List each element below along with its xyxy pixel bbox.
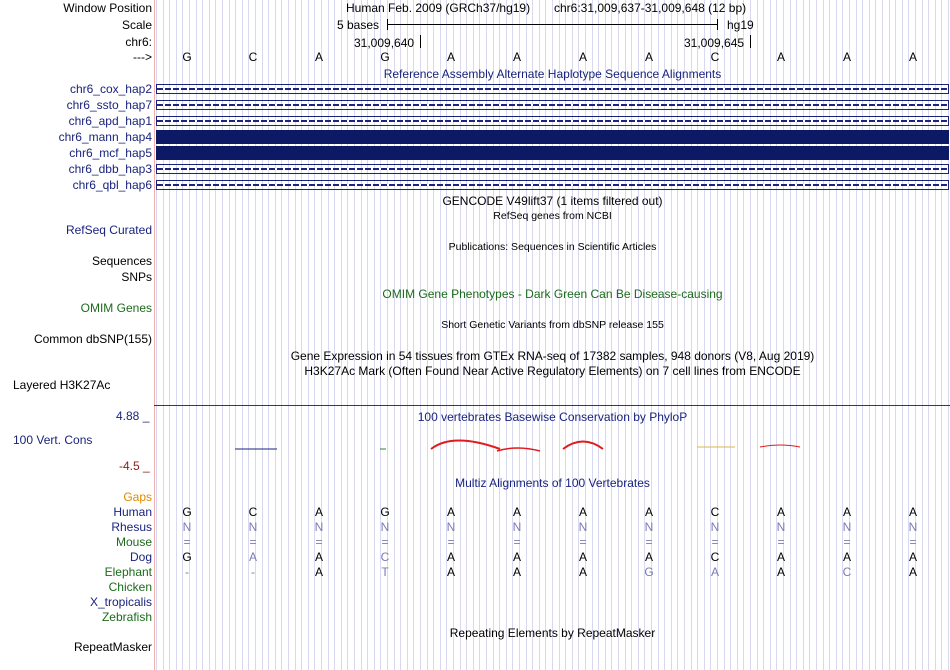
- alignment-base: =: [645, 535, 653, 549]
- alignment-base: A: [314, 565, 323, 579]
- alignment-base: A: [512, 550, 521, 564]
- species-label[interactable]: Dog: [129, 550, 152, 564]
- species-label[interactable]: Mouse: [115, 535, 152, 549]
- refseq-track-title[interactable]: RefSeq genes from NCBI: [493, 210, 612, 222]
- alignment-base: C: [710, 505, 720, 519]
- position-tick-1: [420, 35, 421, 48]
- alignment-base: =: [777, 535, 785, 549]
- alignment-base: A: [446, 550, 455, 564]
- alignment-base: T: [381, 565, 389, 579]
- alignment-base: N: [710, 520, 720, 534]
- cons-peak-2: [563, 442, 603, 450]
- alignment-base: N: [644, 520, 654, 534]
- alignment-base: A: [908, 565, 917, 579]
- refseq-curated-label[interactable]: RefSeq Curated: [65, 223, 152, 237]
- alignment-base: =: [711, 535, 719, 549]
- alignment-base: A: [578, 565, 587, 579]
- alignment-base: A: [446, 565, 455, 579]
- alt-hap-bar[interactable]: [156, 164, 949, 174]
- species-label[interactable]: Rhesus: [111, 520, 152, 534]
- alignment-base: A: [512, 505, 521, 519]
- alignment-base: A: [908, 505, 917, 519]
- alignment-base: N: [446, 520, 456, 534]
- alignment-base: -: [251, 565, 255, 579]
- alignment-base: G: [182, 550, 192, 564]
- alignment-base: A: [314, 505, 323, 519]
- alt-hap-bar[interactable]: [156, 84, 949, 94]
- publications-track-title[interactable]: Publications: Sequences in Scientific Articles: [448, 241, 657, 253]
- alignment-base: A: [842, 505, 851, 519]
- alignment-base: N: [248, 520, 258, 534]
- base-letter: A: [578, 50, 587, 64]
- base-letter: A: [908, 50, 917, 64]
- repeatmasker-label[interactable]: RepeatMasker: [73, 640, 152, 654]
- base-letter: C: [710, 50, 720, 64]
- alignment-base: A: [908, 550, 917, 564]
- alignment-base: G: [380, 505, 390, 519]
- alignment-base: C: [380, 550, 390, 564]
- base-letter: A: [842, 50, 851, 64]
- cons-segment-3: [497, 448, 540, 451]
- base-letter: A: [512, 50, 521, 64]
- gtex-track-title[interactable]: Gene Expression in 54 tissues from GTEx RNA-seq of 17382 samples, 948 donors (V8, Aug 2019): [290, 349, 815, 363]
- assembly-name: hg19: [727, 18, 754, 32]
- region-text: chr6:31,009,637-31,009,648 (12 bp): [554, 1, 747, 15]
- alignment-base: -: [185, 565, 189, 579]
- alignment-base: N: [512, 520, 522, 534]
- alignment-base: =: [249, 535, 257, 549]
- alt-hap-bar[interactable]: [156, 146, 949, 160]
- alignment-base: A: [578, 505, 587, 519]
- scale-text: 5 bases: [337, 18, 380, 32]
- alignment-base: A: [512, 565, 521, 579]
- track-separator: [154, 405, 950, 406]
- alignment-base: =: [183, 535, 191, 549]
- alignment-base: A: [776, 565, 785, 579]
- alignment-base: G: [644, 565, 654, 579]
- alignment-base: N: [842, 520, 852, 534]
- alignment-base: N: [380, 520, 390, 534]
- strand-arrow-label: --->: [133, 50, 152, 64]
- conservation-wiggle: [155, 430, 950, 460]
- alt-hap-label[interactable]: chr6_cox_hap2: [69, 82, 152, 96]
- alt-hap-track-title[interactable]: Reference Assembly Alternate Haplotype Sequence Alignments: [383, 67, 722, 81]
- dbsnp-track-title[interactable]: Short Genetic Variants from dbSNP release 155: [441, 319, 664, 331]
- alt-hap-bar[interactable]: [156, 116, 949, 126]
- h3k27ac-track-title[interactable]: H3K27Ac Mark (Often Found Near Active Regulatory Elements) on 7 cell lines from ENCODE: [304, 364, 801, 378]
- scale-bar-tick-left: [387, 19, 388, 30]
- scale-label: Scale: [121, 18, 152, 32]
- alignment-base: N: [182, 520, 192, 534]
- alt-hap-bar[interactable]: [156, 100, 949, 110]
- base-letter: A: [314, 50, 323, 64]
- phylop-track-title[interactable]: 100 vertebrates Basewise Conservation by PhyloP: [417, 410, 688, 424]
- alignment-base: C: [710, 550, 720, 564]
- alignment-base: =: [909, 535, 917, 549]
- alt-hap-label[interactable]: chr6_dbb_hap3: [68, 162, 152, 176]
- alignment-base: C: [842, 565, 852, 579]
- common-dbsnp-label[interactable]: Common dbSNP(155): [33, 332, 152, 346]
- scale-bar-tick-right: [717, 19, 718, 30]
- base-letter: A: [446, 50, 455, 64]
- phylop-max-label: 4.88 _: [116, 409, 150, 423]
- alignment-base: =: [447, 535, 455, 549]
- layered-h3k27ac-label[interactable]: Layered H3K27Ac: [13, 378, 111, 392]
- species-label[interactable]: Elephant: [104, 565, 152, 579]
- species-label[interactable]: Chicken: [108, 580, 152, 594]
- alignment-base: =: [579, 535, 587, 549]
- species-label[interactable]: X_tropicalis: [89, 595, 152, 609]
- alignment-base: A: [842, 550, 851, 564]
- base-letter: A: [644, 50, 653, 64]
- alt-hap-bar[interactable]: [156, 130, 949, 144]
- alignment-base: A: [776, 550, 785, 564]
- cons-peak-1: [431, 441, 500, 450]
- alignment-base: A: [446, 505, 455, 519]
- window-position-label: Window Position: [63, 1, 152, 15]
- alignment-base: C: [248, 505, 258, 519]
- base-letter: C: [248, 50, 258, 64]
- alignment-base: =: [315, 535, 323, 549]
- alignment-base: N: [776, 520, 786, 534]
- chrom-label: chr6:: [125, 35, 152, 49]
- repeatmasker-track-title[interactable]: Repeating Elements by RepeatMasker: [449, 626, 656, 640]
- multiz-track-title[interactable]: Multiz Alignments of 100 Vertebrates: [455, 476, 650, 490]
- phylop-min-label: -4.5 _: [119, 459, 150, 473]
- alt-hap-label[interactable]: chr6_qbl_hap6: [72, 178, 152, 192]
- base-letter: A: [776, 50, 785, 64]
- gaps-label[interactable]: Gaps: [123, 490, 152, 504]
- species-label[interactable]: Human: [113, 505, 152, 519]
- scale-bar: [387, 24, 718, 25]
- alignment-base: A: [776, 505, 785, 519]
- alignment-base: A: [248, 550, 257, 564]
- base-letter: G: [380, 50, 390, 64]
- alignment-base: A: [644, 505, 653, 519]
- alignment-base: =: [381, 535, 389, 549]
- alignment-base: N: [908, 520, 918, 534]
- alignment-base: N: [578, 520, 588, 534]
- alt-hap-label[interactable]: chr6_apd_hap1: [68, 114, 152, 128]
- alignment-base: N: [314, 520, 324, 534]
- position-label-1: 31,009,640: [354, 36, 415, 50]
- alt-hap-bar[interactable]: [156, 180, 949, 190]
- omim-track-title[interactable]: OMIM Gene Phenotypes - Dark Green Can Be Disease-causing: [382, 287, 723, 301]
- alignment-base: A: [314, 550, 323, 564]
- cons-segment-5: [760, 445, 800, 447]
- alt-hap-label[interactable]: chr6_mcf_hap5: [69, 146, 152, 160]
- base-letter: G: [182, 50, 192, 64]
- omim-genes-label[interactable]: OMIM Genes: [80, 301, 152, 315]
- alignment-base: =: [843, 535, 851, 549]
- alignment-base: A: [578, 550, 587, 564]
- position-tick-2: [750, 35, 751, 48]
- gencode-track-title[interactable]: GENCODE V49lift37 (1 items filtered out): [442, 194, 663, 208]
- species-label[interactable]: Zebrafish: [101, 610, 152, 624]
- alignment-base: A: [710, 565, 719, 579]
- sequences-label[interactable]: Sequences: [91, 254, 152, 268]
- position-label-2: 31,009,645: [684, 36, 745, 50]
- alt-hap-label[interactable]: chr6_ssto_hap7: [66, 98, 152, 112]
- label-divider: [154, 0, 155, 670]
- alignment-base: G: [182, 505, 192, 519]
- assembly-title: Human Feb. 2009 (GRCh37/hg19): [346, 1, 531, 15]
- alignment-base: A: [644, 550, 653, 564]
- snps-label[interactable]: SNPs: [121, 270, 152, 284]
- alt-hap-label[interactable]: chr6_mann_hap4: [58, 130, 152, 144]
- alignment-base: =: [513, 535, 521, 549]
- vert-cons-label[interactable]: 100 Vert. Cons: [13, 433, 93, 447]
